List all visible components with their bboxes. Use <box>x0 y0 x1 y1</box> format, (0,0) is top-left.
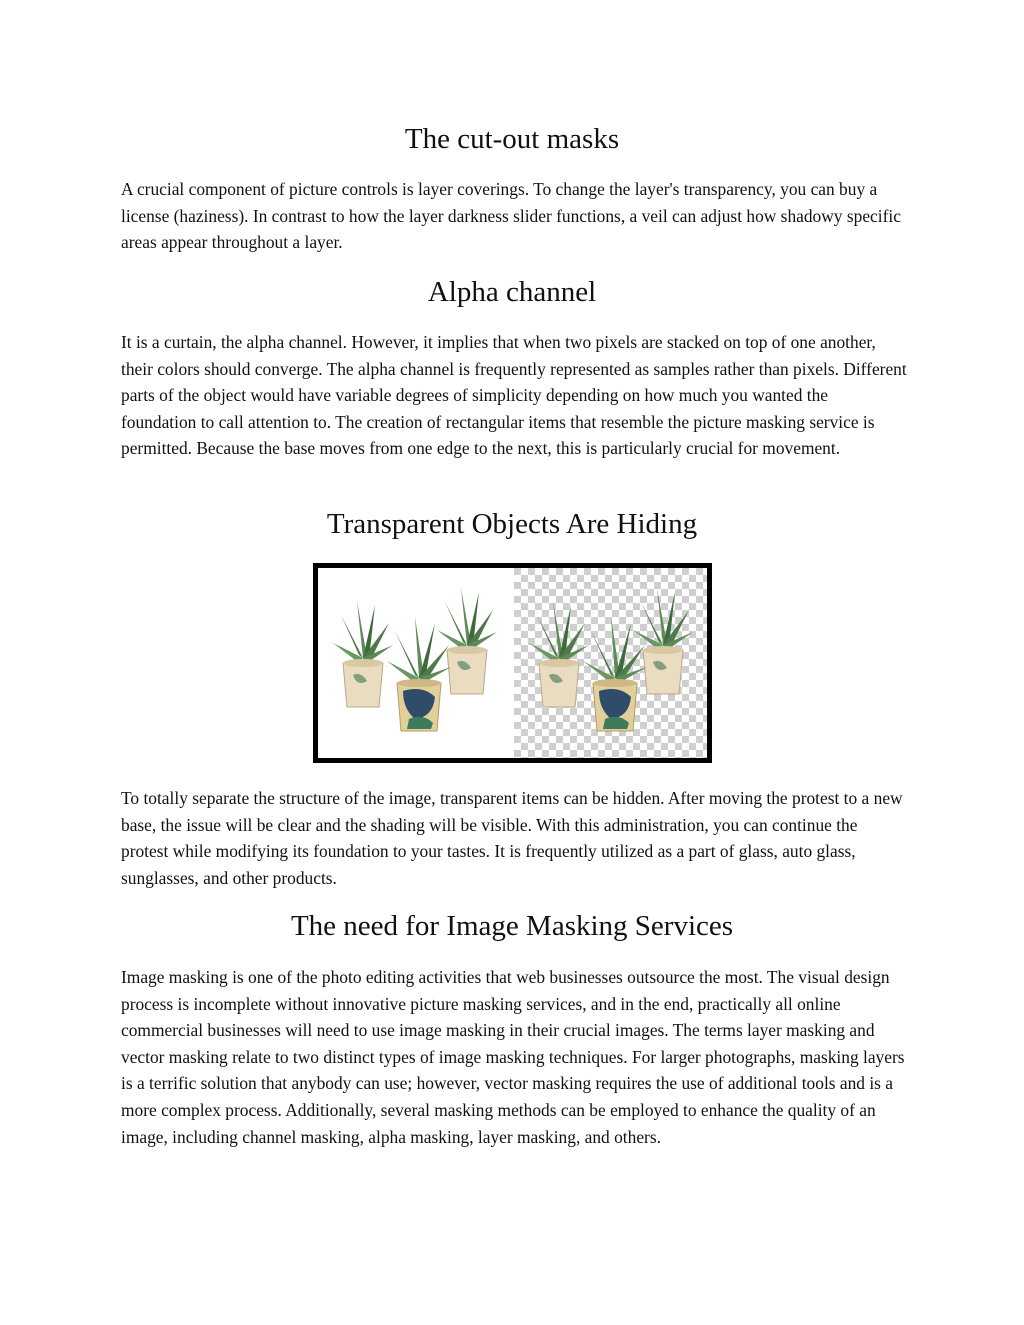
paragraph-transparent-objects: To totally separate the structure of the image, transparent items can be hidden. After moving the protest to a new base, the issue will be clear and the shading will be visible. With this administration, you can continue the protest while modifying its foundation to your tastes. It is frequently utilized as a part of glass, auto glass, sunglasses, and other products. <box>121 788 903 888</box>
heading-transparent-objects: Transparent Objects Are Hiding <box>326 508 698 540</box>
heading-alpha-channel: Alpha channel <box>427 276 597 308</box>
heading-cut-out-masks: The cut-out masks <box>404 123 620 155</box>
paragraph-alpha-channel: It is a curtain, the alpha channel. However, it implies that when two pixels are stacked on top of one another, their colors should converge. The alpha channel is frequently represented as samples rather than pixels. Different parts of the object would have variable degrees of simplicity depending on how much you wanted the foundation to call attention to. The creation of rectangular items that resemble the picture masking service is permitted. Because the base moves from one edge to the next, this is particularly crucial for movement. <box>121 332 907 459</box>
paragraph-cut-out-masks: A crucial component of picture controls is layer coverings. To change the layer's transparency, you can buy a license (haziness). In contrast to how the layer darkness slider functions, a veil can adjust how shadowy specific areas appear throughout a layer. <box>121 179 901 253</box>
heading-image-masking-services: The need for Image Masking Services <box>290 910 734 942</box>
paragraph-image-masking-services: Image masking is one of the photo editing activities that web businesses outsource the most. The visual design process is incomplete without innovative picture masking services, and in the end, practically all online commercial businesses will need to use image masking in their crucial images. The terms layer masking and vector masking relate to two distinct types of image masking techniques. For larger photographs, masking layers is a terrific solution that anybody can use; however, vector masking requires the use of additional tools and is a more complex process. Additionally, several masking methods can be employed to enhance the quality of an image, including channel masking, alpha masking, layer masking, and others. <box>121 967 905 1147</box>
before-after-masking-image <box>313 563 712 763</box>
